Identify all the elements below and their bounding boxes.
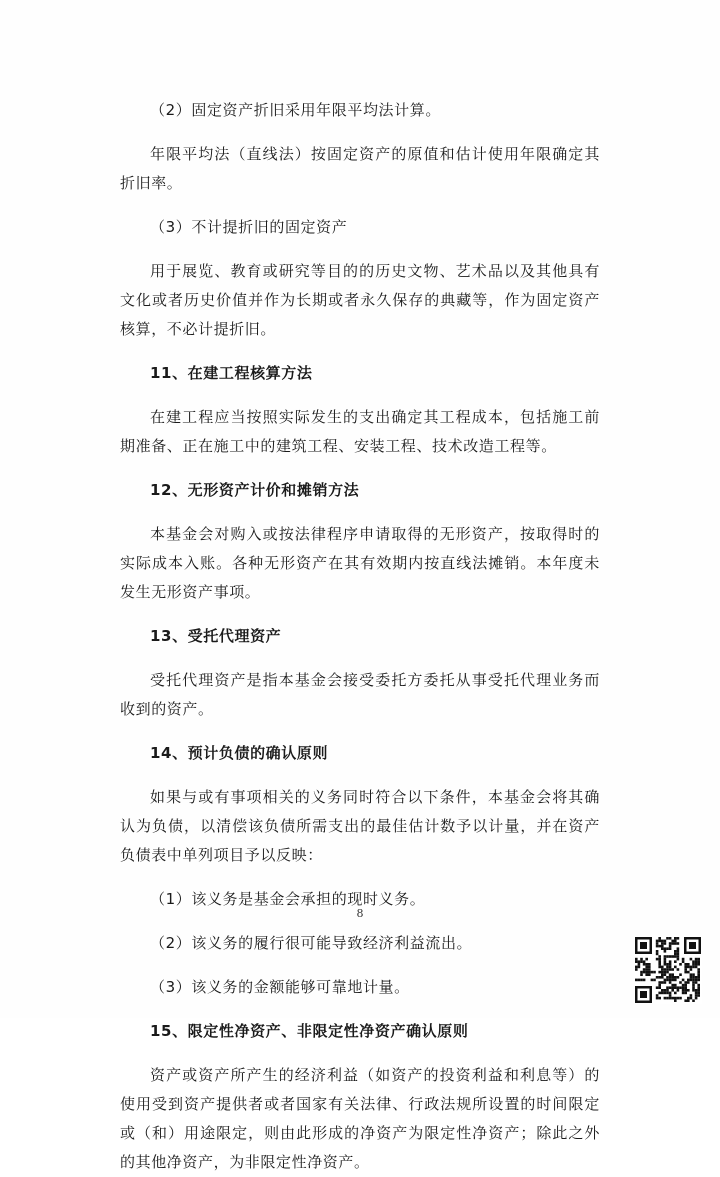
paragraph-intangible-amortization: 本基金会对购入或按法律程序申请取得的无形资产，按取得时的实际成本入账。各种无形资产在其有效期内按直线法摊销。本年度未发生无形资产事项。 xyxy=(120,525,600,601)
paragraph-construction-cost: 在建工程应当按照实际发生的支出确定其工程成本，包括施工前期准备、正在施工中的建筑工程、安装工程、技术改造工程等。 xyxy=(120,408,600,455)
paragraph-condition-2: （2）该义务的履行很可能导致经济利益流出。 xyxy=(150,934,473,952)
heading-construction-in-progress: 11、在建工程核算方法 xyxy=(150,364,313,382)
heading-intangible-assets: 12、无形资产计价和摊销方法 xyxy=(150,481,360,499)
heading-net-assets: 15、限定性净资产、非限定性净资产确认原则 xyxy=(150,1022,469,1040)
paragraph-condition-1: （1）该义务是基金会承担的现时义务。 xyxy=(150,890,426,908)
paragraph-straight-line: 年限平均法（直线法）按固定资产的原值和估计使用年限确定其折旧率。 xyxy=(120,145,600,192)
paragraph-depreciation-method: （2）固定资产折旧采用年限平均法计算。 xyxy=(150,101,441,119)
paragraph-net-assets: 资产或资产所产生的经济利益（如资产的投资利益和利息等）的使用受到资产提供者或者国家有关法律、行政法规所设置的时间限定或（和）用途限定，则由此形成的净资产为限定性净资产；除此之外的其他净资产，为非限定性净资产。 xyxy=(120,1066,600,1171)
paragraph-liability-conditions: 如果与或有事项相关的义务同时符合以下条件，本基金会将其确认为负债，以清偿该负债所需支出的最佳估计数予以计量，并在资产负债表中单列项目予以反映： xyxy=(120,788,600,864)
paragraph-cultural-relics: 用于展览、教育或研究等目的的历史文物、艺术品以及其他具有文化或者历史价值并作为长期或者永久保存的典藏等，作为固定资产核算，不必计提折旧。 xyxy=(120,262,600,338)
page-number: 8 xyxy=(356,907,364,920)
heading-entrusted-assets: 13、受托代理资产 xyxy=(150,627,282,645)
paragraph-no-depreciation-title: （3）不计提折旧的固定资产 xyxy=(150,218,348,236)
paragraph-entrusted-assets: 受托代理资产是指本基金会接受委托方委托从事受托代理业务而收到的资产。 xyxy=(120,671,600,718)
qr-code-icon xyxy=(634,936,702,1004)
document-body xyxy=(120,96,600,1177)
heading-estimated-liabilities: 14、预计负债的确认原则 xyxy=(150,744,329,762)
paragraph-condition-3: （3）该义务的金额能够可靠地计量。 xyxy=(150,978,410,996)
